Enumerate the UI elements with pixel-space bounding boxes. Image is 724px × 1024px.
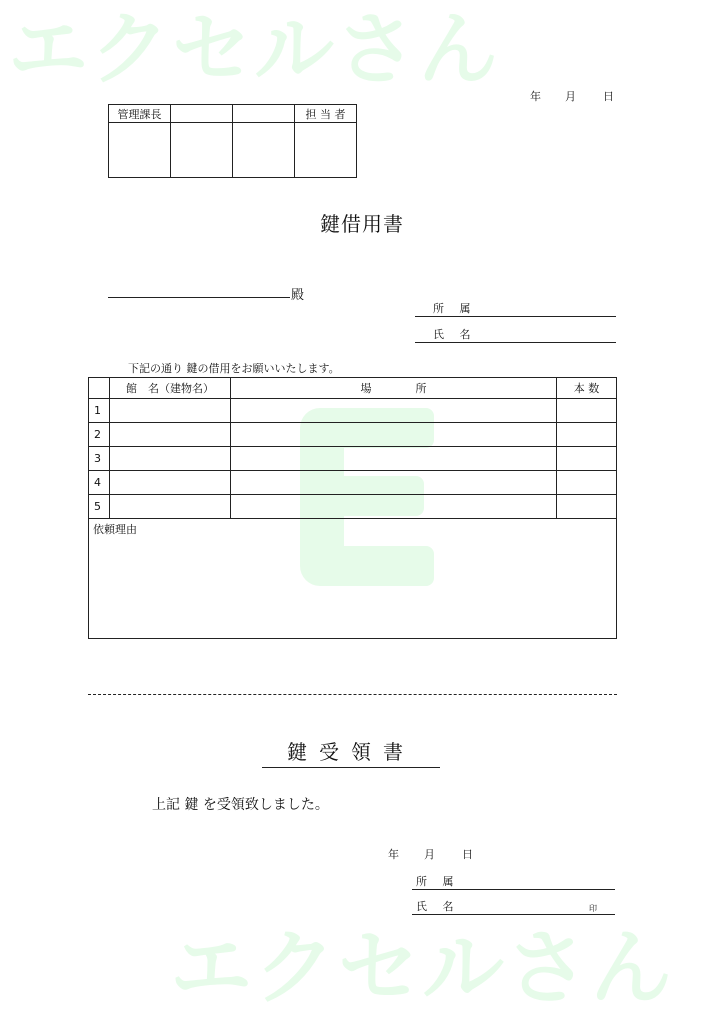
person-stamp-cell[interactable]: [295, 123, 357, 178]
row-number: 3: [89, 447, 110, 471]
count-cell[interactable]: [557, 399, 617, 423]
row-number: 2: [89, 423, 110, 447]
receipt-affiliation-field[interactable]: [412, 876, 615, 890]
name-label: 氏 名: [433, 328, 477, 341]
table-row: [89, 447, 617, 471]
affiliation-field[interactable]: [415, 303, 616, 317]
table-row: [89, 423, 617, 447]
approval-stamp-cell-1[interactable]: [171, 123, 233, 178]
month-label: 月: [424, 848, 435, 861]
addressee-suffix: 殿: [291, 288, 305, 303]
approval-stamp-cell-2[interactable]: [233, 123, 295, 178]
table-row: [89, 471, 617, 495]
building-cell[interactable]: [110, 423, 231, 447]
header-count: 本 数: [557, 378, 617, 399]
place-cell[interactable]: [231, 399, 557, 423]
place-cell[interactable]: [231, 495, 557, 519]
header-place: 場 所: [231, 378, 557, 399]
day-label: 日: [462, 848, 473, 861]
place-cell[interactable]: [231, 471, 557, 495]
building-cell[interactable]: [110, 495, 231, 519]
year-label: 年: [530, 90, 541, 103]
receipt-text: 上記 鍵 を受領致しました。: [152, 797, 329, 813]
person-in-charge-header: 担 当 者: [295, 105, 357, 123]
approval-blank-header-2: [233, 105, 295, 123]
loan-date: [530, 88, 614, 104]
receipt-date: [388, 846, 473, 862]
manager-stamp-cell[interactable]: [109, 123, 171, 178]
name-field[interactable]: [415, 329, 616, 343]
approval-stamp-table: [108, 104, 357, 178]
seal-mark: 印: [589, 904, 597, 913]
header-building: 館 名（建物名）: [110, 378, 231, 399]
approval-blank-header-1: [171, 105, 233, 123]
count-cell[interactable]: [557, 471, 617, 495]
day-label: 日: [603, 90, 614, 103]
receipt-name-field[interactable]: [412, 901, 615, 915]
row-number: 4: [89, 471, 110, 495]
reason-label: 依頼理由: [93, 523, 137, 536]
row-number: 5: [89, 495, 110, 519]
reason-cell[interactable]: [89, 519, 617, 639]
building-cell[interactable]: [110, 471, 231, 495]
count-cell[interactable]: [557, 423, 617, 447]
request-text: 下記の通り 鍵の借用をお願いいたします。: [128, 362, 340, 375]
place-cell[interactable]: [231, 423, 557, 447]
count-cell[interactable]: [557, 495, 617, 519]
row-number: 1: [89, 399, 110, 423]
cut-line: [88, 694, 617, 695]
manager-header: 管理課長: [109, 105, 171, 123]
receipt-title: 鍵受領書: [262, 736, 440, 768]
watermark-bottom: エクセルさん: [170, 921, 675, 1016]
table-row: [89, 399, 617, 423]
place-cell[interactable]: [231, 447, 557, 471]
table-row: [89, 495, 617, 519]
receipt-affiliation-label: 所 属: [416, 875, 460, 888]
watermark-top: エクセルさん: [8, 3, 500, 96]
header-no-cell: [89, 378, 110, 399]
building-cell[interactable]: [110, 399, 231, 423]
addressee-field[interactable]: [108, 297, 290, 298]
loan-title: 鍵借用書: [320, 212, 404, 236]
count-cell[interactable]: [557, 447, 617, 471]
affiliation-label: 所 属: [433, 302, 477, 315]
month-label: 月: [565, 90, 576, 103]
key-loan-table: [88, 377, 617, 639]
receipt-name-label: 氏 名: [416, 900, 460, 913]
year-label: 年: [388, 848, 399, 861]
building-cell[interactable]: [110, 447, 231, 471]
